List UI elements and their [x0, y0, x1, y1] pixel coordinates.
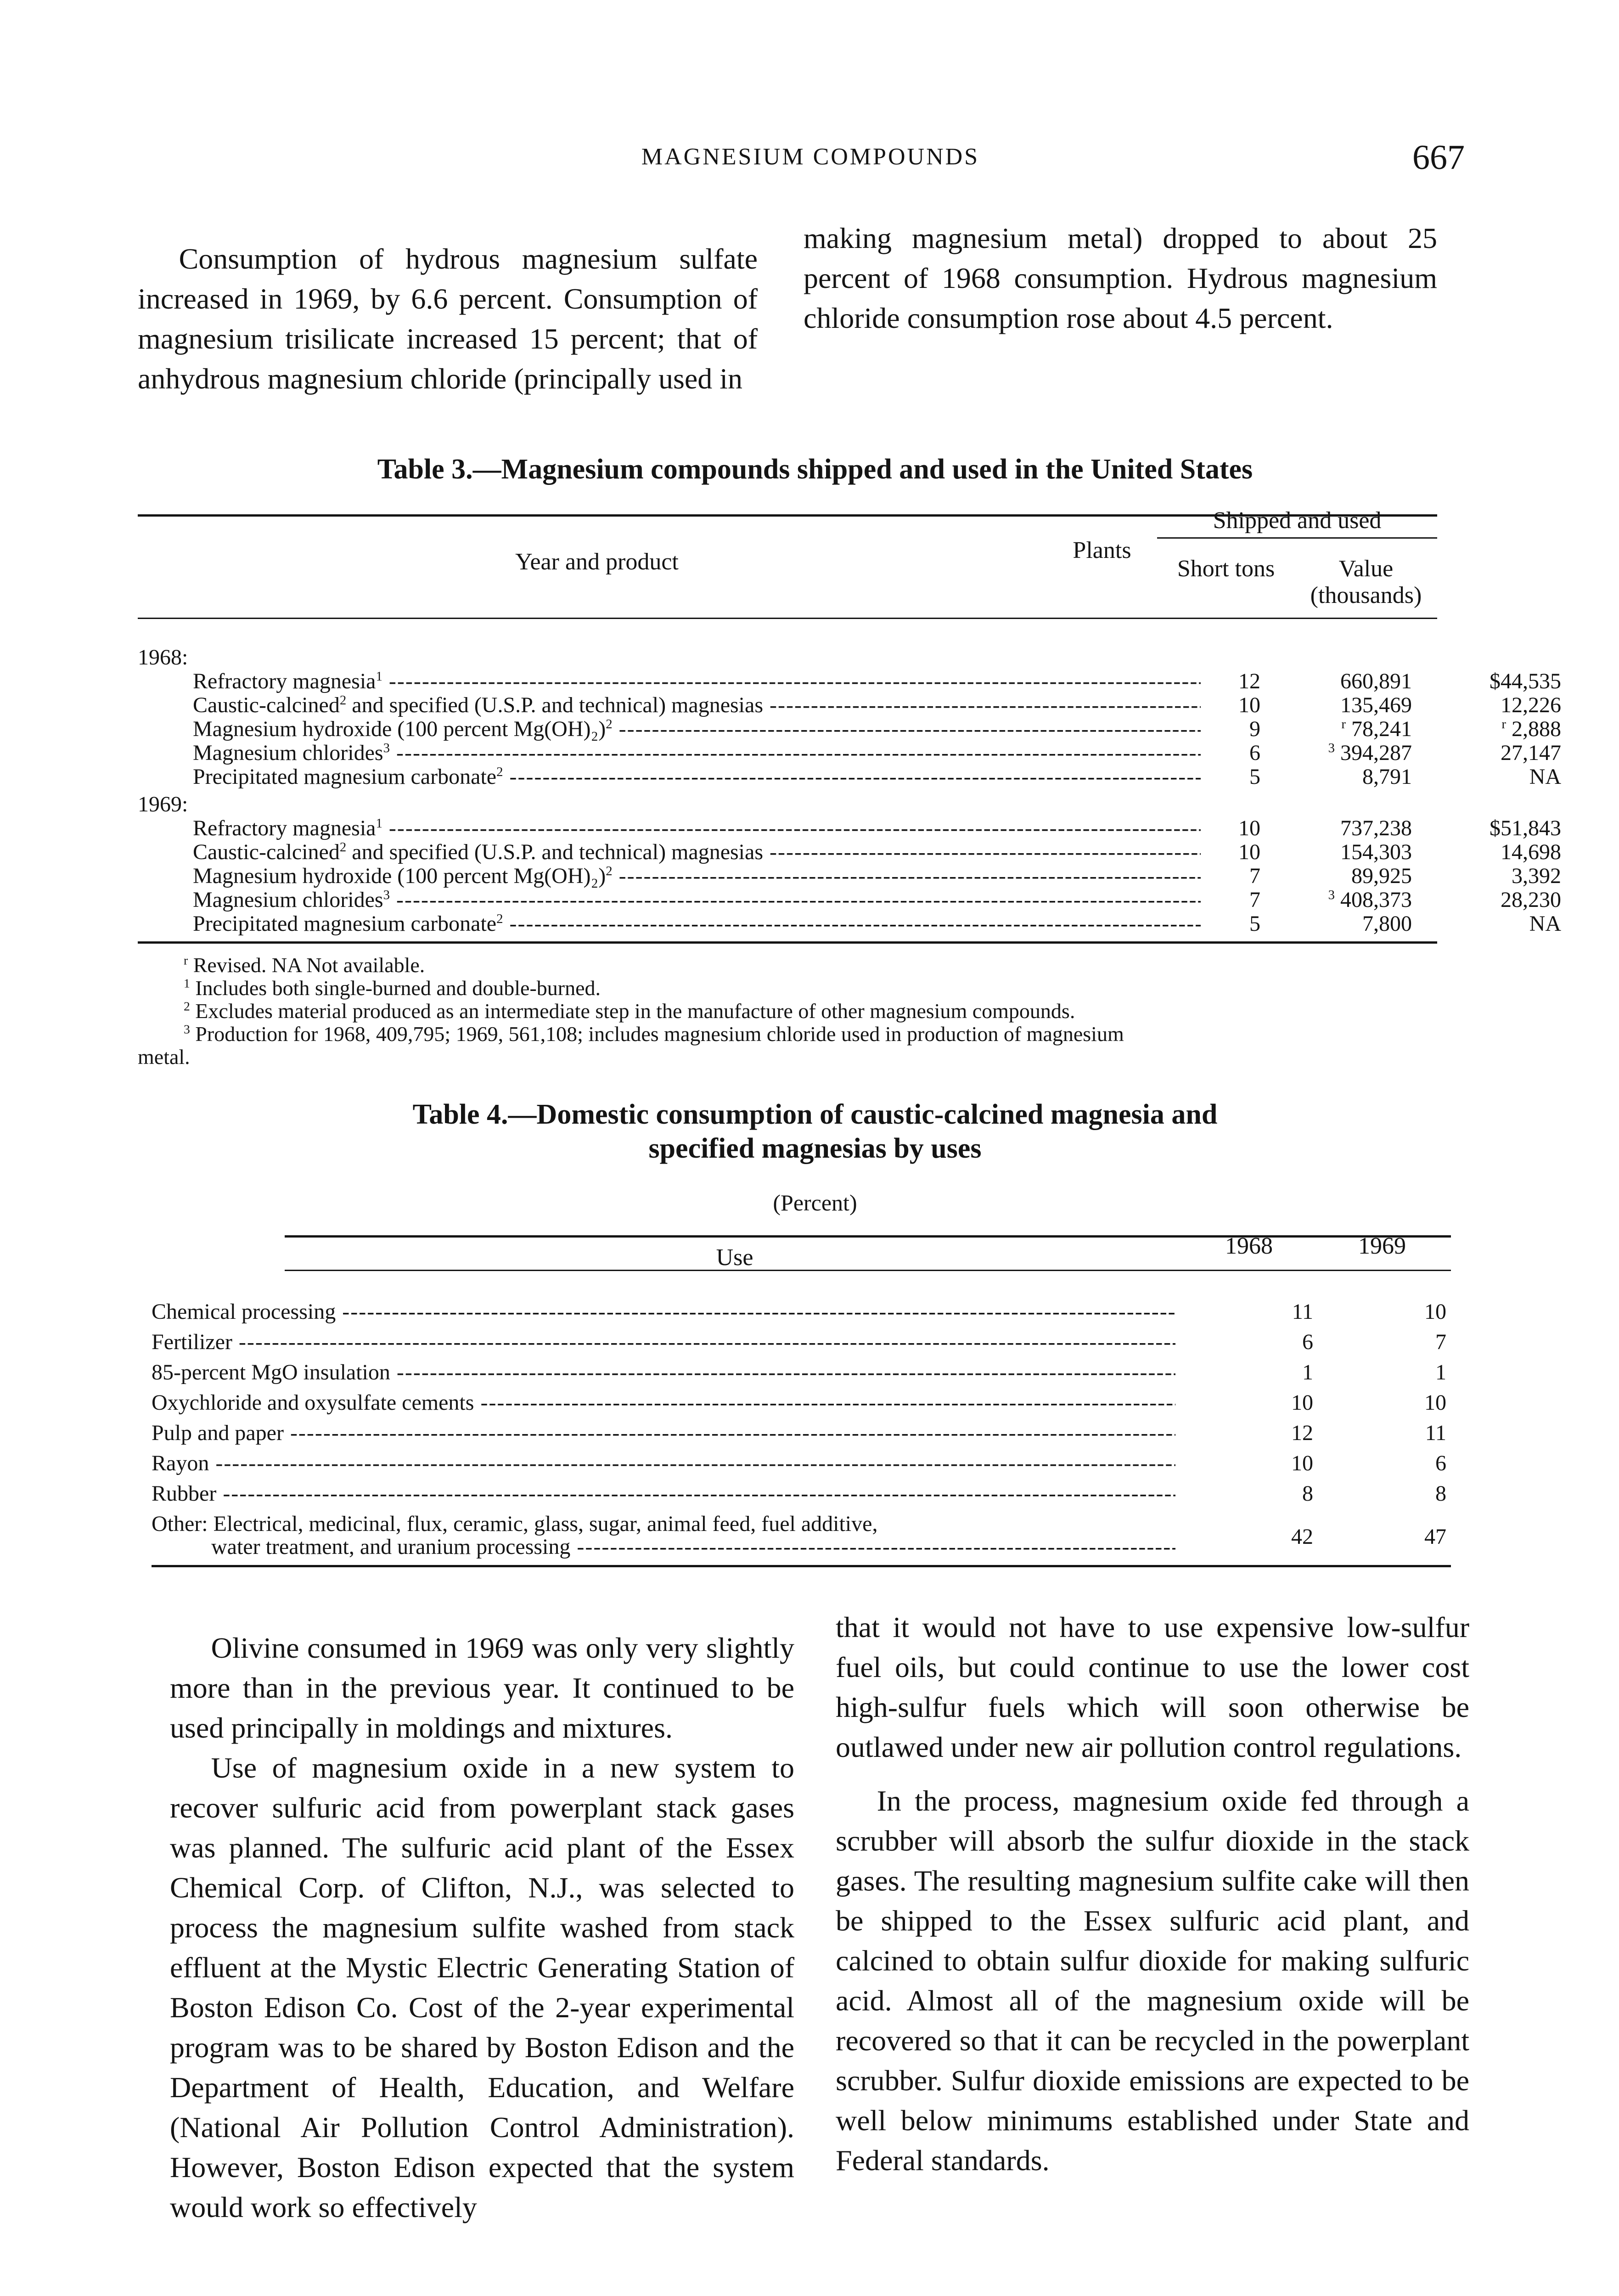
- value-cell: NA: [1529, 912, 1561, 936]
- table4-head-rule: [285, 1270, 1451, 1271]
- table3-title: Table 3.—Magnesium compounds shipped and used in the United States: [377, 454, 1253, 485]
- plants-cell: 10: [1238, 816, 1260, 840]
- table4-head-1968: 1968: [1225, 1233, 1273, 1259]
- 1969-cell: 10: [1424, 1390, 1446, 1415]
- table4-row: [152, 1390, 1451, 1415]
- short-tons-cell: 8,791: [1362, 765, 1412, 789]
- table3-head-shipped: Shipped and used: [1213, 507, 1382, 534]
- use-cell-other-cont: water treatment, and uranium processing -----: [211, 1535, 1175, 1559]
- product-cell: Precipitated magnesium carbonate$^2$ -----: [193, 912, 1201, 936]
- table4-head-use: Use: [716, 1244, 753, 1271]
- table3-row: [138, 888, 1561, 912]
- value-cell: NA: [1529, 765, 1561, 789]
- table4-title-line1: Table 4.—Domestic consumption of caustic-calcined magnesia and: [412, 1099, 1218, 1130]
- body-right-column: [836, 1607, 1469, 2180]
- 1969-cell: 10: [1424, 1300, 1446, 1324]
- table3-head-short-tons: Short tons: [1177, 556, 1275, 582]
- 1968-cell: 10: [1291, 1451, 1313, 1475]
- plants-cell: 10: [1238, 840, 1260, 864]
- 1969-cell: 8: [1435, 1481, 1446, 1506]
- use-cell: Rayon -----: [152, 1451, 1175, 1476]
- table3-head-plants: Plants: [1073, 537, 1131, 563]
- plants-cell: 5: [1249, 912, 1260, 936]
- intro-right-paragraph: making magnesium metal) dropped to about 25 percent of 1968 consumption. Hydrous magnesium chloride consumption rose about 4.5 percent.: [804, 222, 1437, 334]
- value-cell: $^r$ 2,888: [1501, 717, 1561, 741]
- table4-row: [152, 1300, 1451, 1324]
- table4-subtitle: (Percent): [773, 1190, 857, 1216]
- plants-cell: 9: [1249, 717, 1260, 741]
- table3-bottom-rule: [138, 941, 1437, 944]
- 1968-cell: 8: [1302, 1481, 1313, 1506]
- plants-cell: 12: [1238, 669, 1260, 693]
- table3-row: [138, 912, 1561, 936]
- 1968-cell: 11: [1292, 1300, 1313, 1324]
- table4-row-other-cont: [152, 1525, 1451, 1559]
- table3-head-sub-rule: [1157, 537, 1437, 539]
- table3-row: [138, 669, 1561, 694]
- intro-left-column: [138, 239, 758, 399]
- use-cell: Rubber -----: [152, 1481, 1175, 1506]
- table4-bottom-rule: [152, 1565, 1451, 1567]
- value-cell: 28,230: [1501, 888, 1561, 912]
- 1969-cell: 11: [1425, 1421, 1446, 1445]
- table3-year-row: [138, 645, 1437, 670]
- table3-footnote: $^3$ Production for 1968, 409,795; 1969, 561,108; includes magnesium chloride used in production of magnesium: [184, 1022, 1124, 1046]
- product-cell: Precipitated magnesium carbonate$^2$ -----: [193, 765, 1201, 789]
- table3-head-value: Value (thousands): [1310, 556, 1422, 608]
- plants-cell: 6: [1249, 741, 1260, 765]
- table4-head-1969: 1969: [1358, 1233, 1406, 1259]
- value-cell: 12,226: [1501, 693, 1561, 717]
- table3-row: [138, 717, 1561, 742]
- 1968-cell: 10: [1291, 1390, 1313, 1415]
- product-cell: Refractory magnesia$^1$ -----: [193, 816, 1201, 841]
- body-left-paragraph-2: Use of magnesium oxide in a new system to recover sulfuric acid from powerplant stack gases was planned. The sulfuric acid plant of the Essex Chemical Corp. of Clifton, N.J., was selected to process the magnesium sulfite washed from stack effluent at the Mystic Electric Generating Station of Boston Edison Co. Cost of the 2-year experimental program was to be shared by Boston Edison and the Department of Health, Education, and Welfare (National Air Pollution Control Administration). However, Boston Edison expected that the system would work so effectively: [170, 1751, 794, 2223]
- short-tons-cell: $^3$ 408,373: [1328, 888, 1412, 912]
- use-cell: Pulp and paper -----: [152, 1421, 1175, 1446]
- short-tons-cell: 7,800: [1362, 912, 1412, 936]
- 1969-cell: 6: [1435, 1451, 1446, 1475]
- product-cell: Caustic-calcined$^2$ and specified (U.S.P. and technical) magnesias -----: [193, 693, 1201, 718]
- product-cell: Magnesium chlorides$^3$ -----: [193, 888, 1201, 912]
- intro-right-column: [804, 218, 1437, 338]
- table4-title: [138, 1097, 1492, 1165]
- short-tons-cell: $^3$ 394,287: [1328, 741, 1412, 765]
- table4-row: [152, 1421, 1451, 1446]
- product-cell: Magnesium hydroxide (100 percent Mg(OH)₂)$^2$ -----: [193, 717, 1201, 742]
- table4-row: [152, 1451, 1451, 1476]
- short-tons-cell: 737,238: [1340, 816, 1412, 840]
- table3-row: [138, 693, 1561, 718]
- 1968-cell: 42: [1291, 1525, 1313, 1549]
- short-tons-cell: $^r$ 78,241: [1341, 717, 1412, 741]
- table4-row: [152, 1481, 1451, 1506]
- product-cell: Caustic-calcined$^2$ and specified (U.S.P. and technical) magnesias -----: [193, 840, 1201, 865]
- use-cell: Fertilizer -----: [152, 1330, 1175, 1355]
- table3-row: [138, 741, 1561, 765]
- page-number: 667: [1412, 138, 1465, 177]
- value-cell: 14,698: [1501, 840, 1561, 864]
- table4-title-line2: specified magnesias by uses: [648, 1133, 982, 1164]
- body-right-paragraph-2: In the process, magnesium oxide fed through a scrubber will absorb the sulfur dioxide in the stack gases. The resulting magnesium sulfite cake will then be shipped to the Essex sulfuric acid plant, and calcined to obtain sulfur dioxide for making sulfuric acid. Almost all of the magnesium oxide will be recovered so that it can be recycled in the powerplant scrubber. Sulfur dioxide emissions are expected to be well below minimums established under State and Federal standards.: [836, 1784, 1469, 2177]
- table3-head-year-product: Year and product: [515, 549, 679, 575]
- table3-row: [138, 816, 1561, 841]
- table3-year-row: [138, 792, 1437, 817]
- use-cell: Oxychloride and oxysulfate cements -----: [152, 1390, 1175, 1415]
- body-left-column: [170, 1628, 794, 2227]
- body-left-paragraph-1: Olivine consumed in 1969 was only very slightly more than in the previous year. It continued to be used principally in moldings and mixtures.: [170, 1632, 794, 1744]
- value-cell: $51,843: [1490, 816, 1561, 840]
- value-cell: $44,535: [1490, 669, 1561, 693]
- use-cell: 85-percent MgO insulation -----: [152, 1360, 1175, 1385]
- 1969-cell: 7: [1435, 1330, 1446, 1354]
- 1968-cell: 6: [1302, 1330, 1313, 1354]
- table3-head-rule: [138, 618, 1437, 619]
- table3-footnote: $^1$ Includes both single-burned and double-burned.: [184, 976, 601, 1000]
- 1969-cell: 47: [1424, 1525, 1446, 1549]
- plants-cell: 7: [1249, 864, 1260, 888]
- 1968-cell: 1: [1302, 1360, 1313, 1384]
- plants-cell: 10: [1238, 693, 1260, 717]
- short-tons-cell: 89,925: [1351, 864, 1412, 888]
- value-cell: 27,147: [1501, 741, 1561, 765]
- 1968-cell: 12: [1291, 1421, 1313, 1445]
- table3-row: [138, 840, 1561, 865]
- product-cell: Refractory magnesia$^1$ -----: [193, 669, 1201, 694]
- short-tons-cell: 660,891: [1340, 669, 1412, 693]
- table3-footnote-continuation: metal.: [138, 1045, 190, 1069]
- plants-cell: 5: [1249, 765, 1260, 789]
- use-cell-other: Other: Electrical, medicinal, flux, ceramic, glass, sugar, animal feed, fuel additive,: [152, 1512, 878, 1536]
- page-header: [138, 138, 1483, 179]
- value-cell: 3,392: [1512, 864, 1561, 888]
- body-right-paragraph-1: that it would not have to use expensive low-sulfur fuel oils, but could continue to use the lower cost high-sulfur fuels which will soon otherwise be outlawed under new air pollution control regulations.: [836, 1611, 1469, 1763]
- table4-row: [152, 1330, 1451, 1355]
- use-cell: Chemical processing -----: [152, 1300, 1175, 1324]
- table4-row: [152, 1360, 1451, 1385]
- product-cell: Magnesium hydroxide (100 percent Mg(OH)₂)$^2$ -----: [193, 864, 1201, 889]
- 1969-cell: 1: [1435, 1360, 1446, 1384]
- table3-row: [138, 864, 1561, 889]
- plants-cell: 7: [1249, 888, 1260, 912]
- table3-footnote: $^r$ Revised. NA Not available.: [184, 953, 425, 977]
- product-cell: Magnesium chlorides$^3$ -----: [193, 741, 1201, 765]
- table3-footnote: $^2$ Excludes material produced as an intermediate step in the manufacture of other magnesium compounds.: [184, 999, 1075, 1023]
- table3-year-label: 1968:: [138, 645, 188, 670]
- short-tons-cell: 135,469: [1340, 693, 1412, 717]
- short-tons-cell: 154,303: [1340, 840, 1412, 864]
- running-title: MAGNESIUM COMPOUNDS: [641, 144, 980, 170]
- table3-row: [138, 765, 1561, 789]
- intro-left-paragraph: Consumption of hydrous magnesium sulfate increased in 1969, by 6.6 percent. Consumption of magnesium trisilicate increased 15 percent; that of anhydrous magnesium chloride (principally used in: [138, 242, 758, 395]
- table3-year-label: 1969:: [138, 792, 188, 816]
